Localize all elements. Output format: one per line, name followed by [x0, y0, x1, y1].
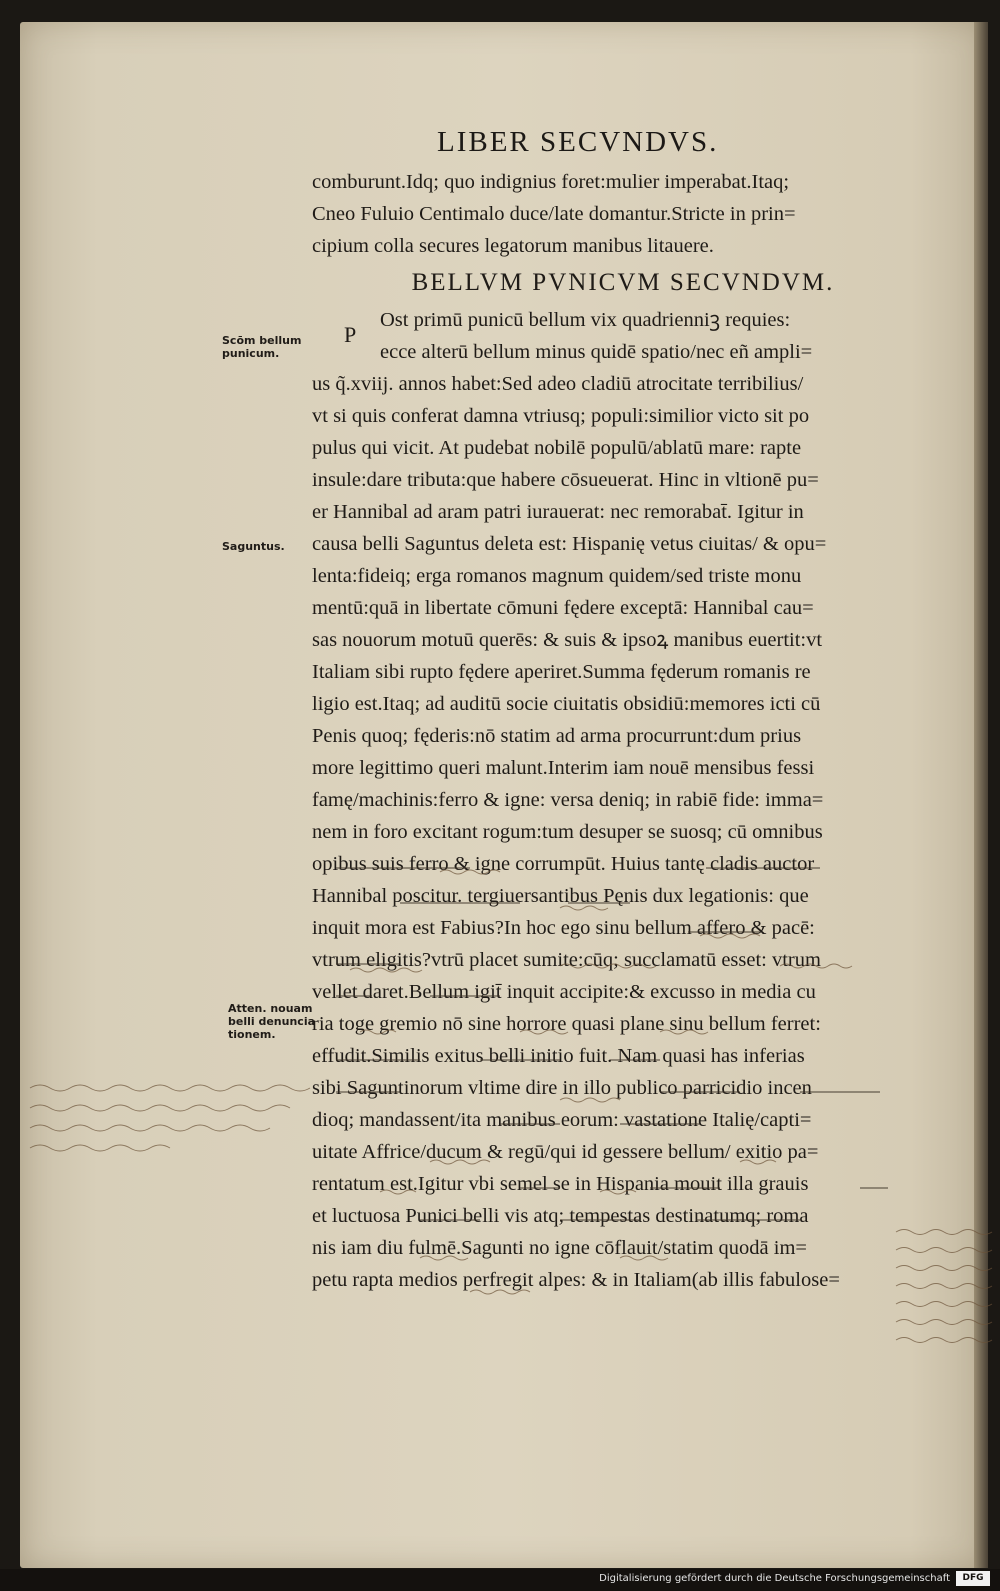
text-line: nem in foro excitant rogum:tum desuper se suosq; cū omnibus [312, 821, 823, 843]
text-line: et luctuosa Punici belli vis atq; tempestas destinatumq; roma [312, 1205, 809, 1227]
text-line: vt si quis conferat damna vtriusq; populi:similior victo sit po [312, 405, 810, 427]
text-line: nis iam diu fulmē.Sagunti no igne cōflauit/statim quodā im= [312, 1237, 807, 1259]
text-line: mentū:quā in libertate cōmuni fędere exceptā: Hannibal cau= [312, 597, 814, 619]
section-heading: BELLVM PVNICVM SECVNDVM. [411, 269, 835, 296]
text-line: insule:dare tributa:que habere cōsueuerat. Hinc in vltionē pu= [312, 469, 819, 491]
text-line: rentatum est.Igitur vbi semel se in Hispania mouit illa grauis [312, 1173, 809, 1195]
text-line: er Hannibal ad aram patri iurauerat: nec remorabat̄. Igitur in [312, 501, 804, 523]
text-line: ecce alterū bellum minus quidē spatio/nec eñ ampli= [380, 341, 813, 363]
text-line: petu rapta medios perfregit alpes: & in Italiam(ab illis fabulose= [312, 1269, 840, 1291]
text-line: lenta:fideiq; erga romanos magnum quidem/sed triste monu [312, 565, 802, 587]
marginal-note-bellum-punicum: Scōm bellum punicum. [222, 334, 302, 360]
text-line: comburunt.Idq; quo indignius foret:mulier imperabat.Itaq; [312, 171, 790, 193]
text-line: ligio est.Itaq; ad auditū socie ciuitatis obsidiū:memores icti cū [312, 693, 821, 715]
text-line: cipium colla secures legatorum manibus litauere. [312, 235, 714, 257]
text-line: famę/machinis:ferro & igne: versa deniq; in rabiē fide: imma= [312, 789, 824, 811]
text-line: Penis quoq; fęderis:nō statim ad arma procurrunt:dum prius [312, 725, 802, 747]
text-line: sas nouorum motuū querēs: & suis & ipsoꝝ manibus euertit:vt [312, 629, 823, 651]
text-line: us q̃.xviij. annos habet:Sed adeo cladiū atrocitate terribilius/ [312, 373, 804, 395]
running-head: LIBER SECVNDVS. [437, 126, 719, 158]
text-line: inquit mora est Fabius?In hoc ego sinu bellum affero & pacē: [312, 917, 815, 939]
text-line: vellet daret.Bellum igit̄ inquit accipite:& excusso in media cu [312, 981, 816, 1003]
text-line: effudit.Similis exitus belli initio fuit. Nam quasi has inferias [312, 1045, 805, 1067]
text-line: Italiam sibi rupto fędere aperiret.Summa fęderum romanis re [312, 661, 811, 683]
text-line: Hannibal poscitur. tergiuersantibus Pęnis dux legationis: que [312, 885, 809, 907]
text-line: uitate Affrice/ducum & regū/qui id gessere bellum/ exitio pa= [312, 1141, 819, 1163]
text-line: pulus qui vicit. At pudebat nobilē populū/ablatū mare: rapte [312, 437, 802, 459]
text-line: dioq; mandassent/ita manibus eorum: vastatione Italię/capti= [312, 1109, 812, 1131]
text-line: sibi Saguntinorum vltime dire in illo publico parricidio incen [312, 1077, 812, 1099]
initial-letter: P [344, 322, 357, 347]
marginal-note-denunciatio: Atten. nouam belli denuncia tionem. [228, 1002, 316, 1041]
text-line: ria toge gremio nō sine horrore quasi plane sinu bellum ferret: [312, 1013, 821, 1035]
text-line: Cneo Fuluio Centimalo duce/late domantur.Stricte in prin= [312, 203, 796, 225]
dfg-logo-icon: DFG [956, 1571, 990, 1586]
marginal-note-saguntus: Saguntus. [222, 540, 285, 553]
text-line: more legittimo queri malunt.Interim iam nouē mensibus fessi [312, 757, 815, 779]
text-line: Ost primū punicū bellum vix quadrienniꝫ requies: [380, 309, 791, 331]
funding-credit: Digitalisierung gefördert durch die Deutsche Forschungsgemeinschaft [599, 1573, 950, 1584]
text-line: vtrum eligitis?vtrū placet sumite:cūq; succlamatū esset: vtrum [312, 949, 821, 971]
text-line: causa belli Saguntus deleta est: Hispanię vetus ciuitas/ & opu= [312, 533, 827, 555]
text-line: opibus suis ferro & igne corrumpūt. Huius tantę cladis auctor [312, 853, 815, 875]
